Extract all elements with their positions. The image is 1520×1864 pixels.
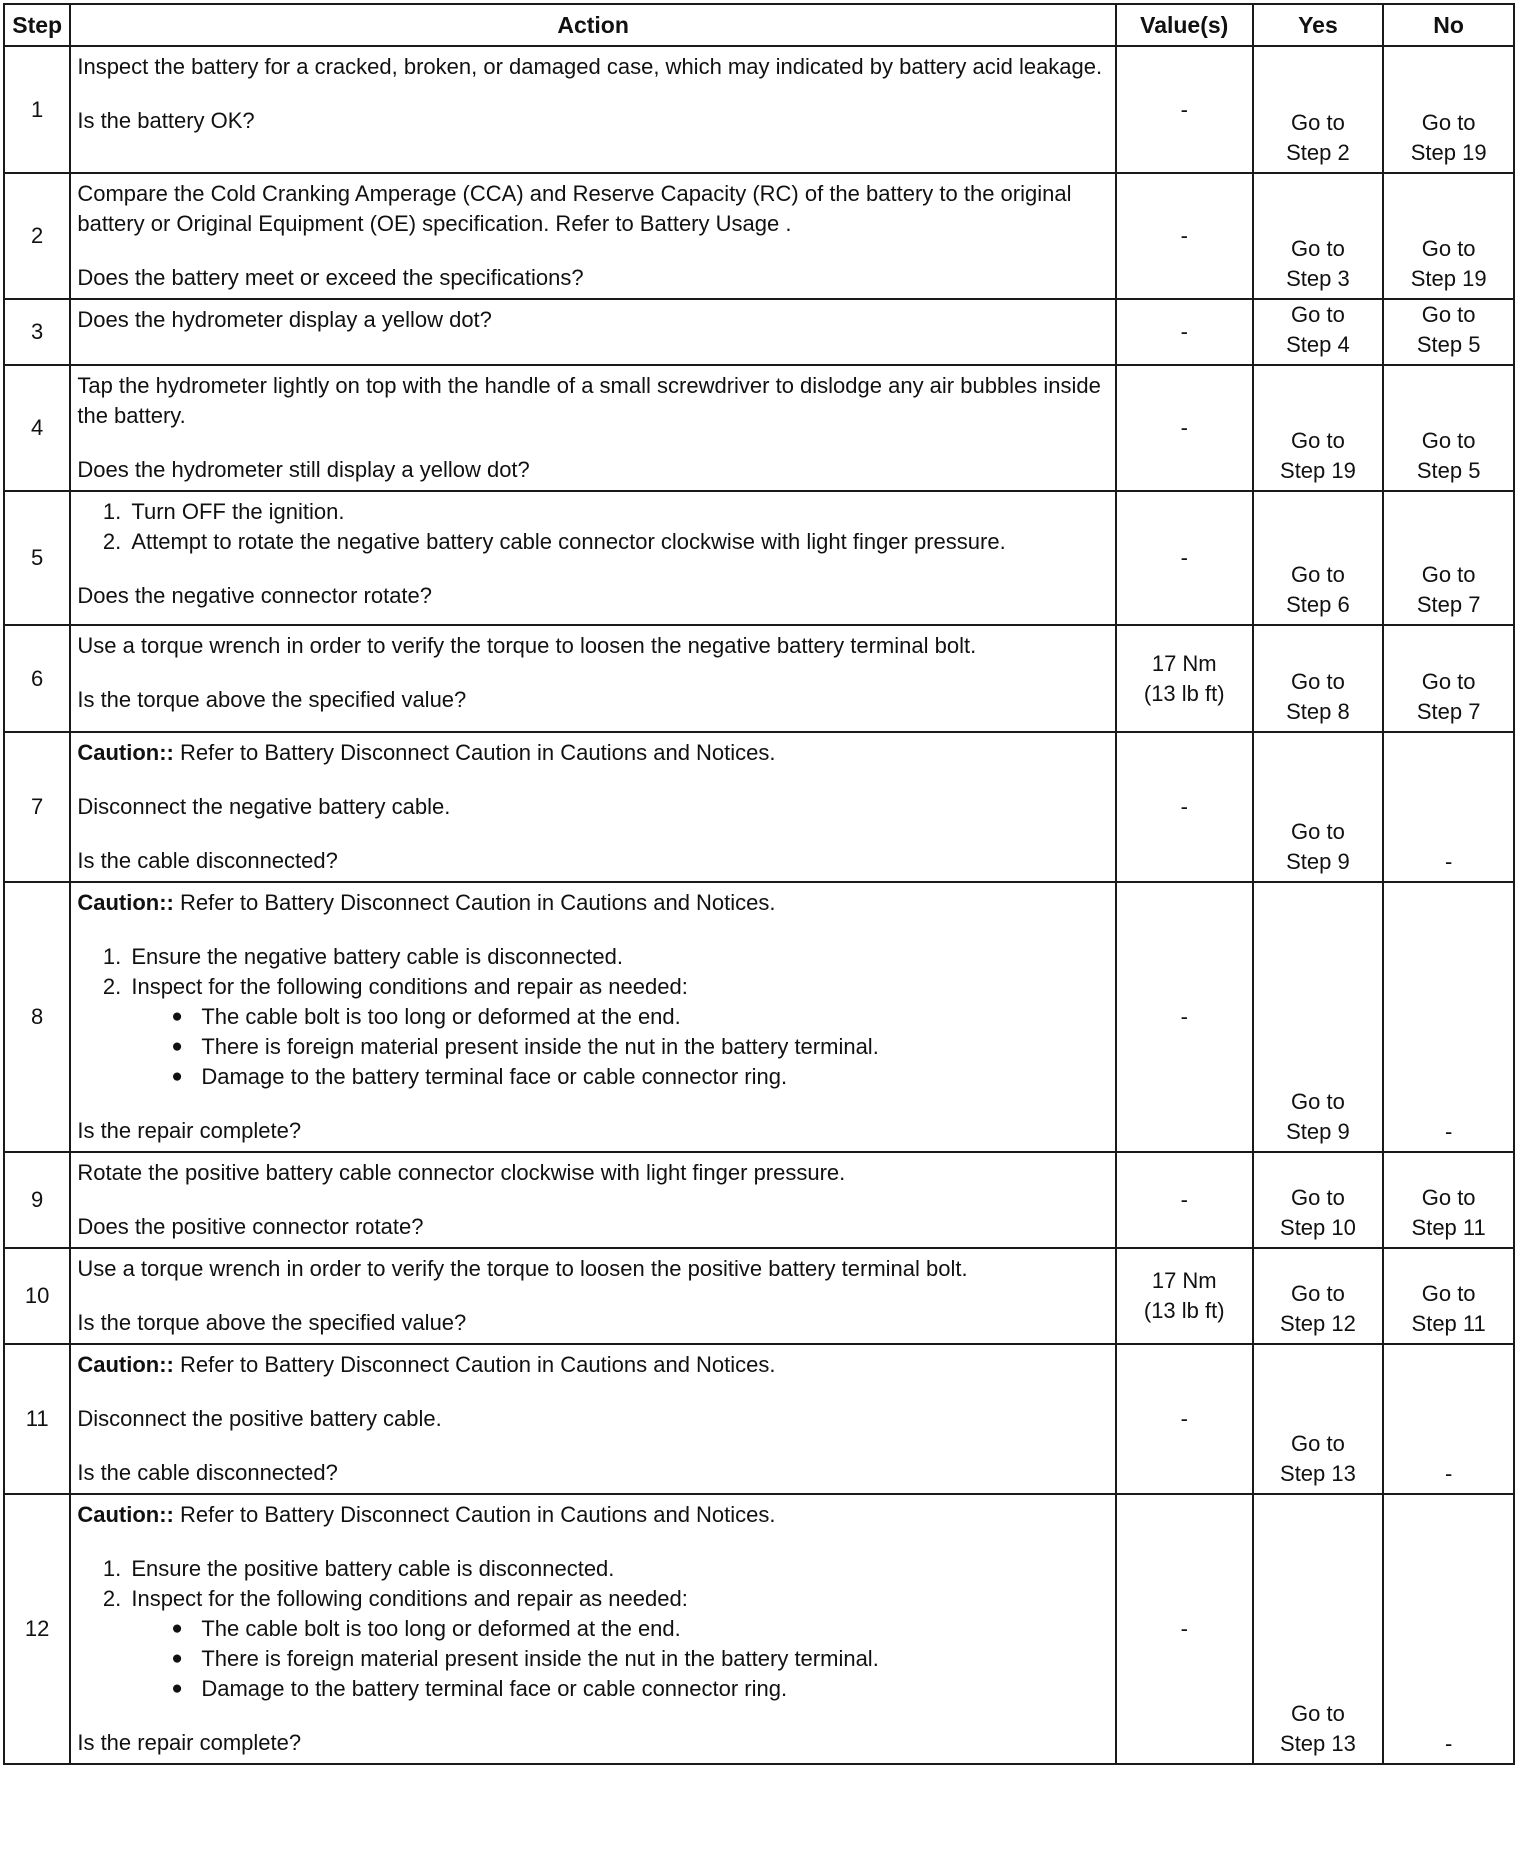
action-text: Use a torque wrench in order to verify the torque to loosen the negative battery terminal bolt. [77, 633, 977, 658]
table-row [4, 365, 1514, 491]
spacer [77, 1434, 1107, 1458]
header-values: Value(s) [1116, 4, 1253, 46]
spacer [77, 1380, 1107, 1404]
caution-label: Caution:: [77, 1502, 174, 1527]
value-cell: - [1116, 299, 1253, 365]
no-goto: Go to Step 5 [1416, 428, 1481, 483]
no-cell [1383, 732, 1514, 882]
no-cell [1383, 491, 1514, 625]
no-goto: - [1444, 1731, 1453, 1756]
yes-goto: Go to Step 12 [1280, 1281, 1356, 1336]
diagnostic-table-sheet [3, 3, 1515, 1765]
procedure-step [127, 1584, 1107, 1704]
action-cell [70, 365, 1116, 491]
condition-item: ● There is foreign material present inside the nut in the battery terminal. [185, 1032, 1107, 1062]
no-goto: - [1444, 1461, 1453, 1486]
step-number: 6 [4, 625, 70, 732]
yes-cell [1253, 625, 1384, 732]
question-text: Does the hydrometer still display a yellow dot? [77, 457, 530, 482]
no-cell [1383, 625, 1514, 732]
caution-text: Refer to Battery Disconnect Caution in Cautions and Notices. [173, 740, 776, 765]
header-action: Action [70, 4, 1116, 46]
spacer [77, 822, 1107, 846]
action-cell [70, 1344, 1116, 1494]
table-row [4, 173, 1514, 299]
procedure-step [127, 972, 1107, 1092]
value-cell: 17 Nm (13 lb ft) [1116, 625, 1253, 732]
spacer [77, 1704, 1107, 1728]
no-cell [1383, 173, 1514, 299]
no-cell [1383, 882, 1514, 1152]
question-text: Is the repair complete? [77, 1118, 302, 1143]
value-cell: - [1116, 1494, 1253, 1764]
header-yes: Yes [1253, 4, 1384, 46]
yes-cell [1253, 46, 1384, 173]
action-text: Use a torque wrench in order to verify the torque to loosen the positive battery terminal bolt. [77, 1256, 968, 1281]
no-cell [1383, 365, 1514, 491]
step-number: 12 [4, 1494, 70, 1764]
no-goto: Go to Step 19 [1410, 110, 1487, 165]
yes-cell [1253, 299, 1384, 365]
table-row [4, 1248, 1514, 1344]
value-cell: - [1116, 46, 1253, 173]
value-cell: - [1116, 365, 1253, 491]
header-step: Step [4, 4, 70, 46]
table-body [4, 46, 1514, 1764]
yes-goto: Go to Step 4 [1286, 302, 1350, 357]
action-cell [70, 1152, 1116, 1248]
question-text: Does the negative connector rotate? [77, 583, 433, 608]
action-cell [70, 299, 1116, 365]
caution-note [77, 1500, 1107, 1530]
no-cell [1383, 1344, 1514, 1494]
table-row [4, 732, 1514, 882]
procedure-step-text: Attempt to rotate the negative battery cable connector clockwise with light finger pressure. [131, 529, 1006, 554]
yes-goto: Go to Step 6 [1286, 562, 1350, 617]
spacer [77, 1092, 1107, 1116]
yes-cell [1253, 882, 1384, 1152]
caution-label: Caution:: [77, 1352, 174, 1377]
action-text: Tap the hydrometer lightly on top with the handle of a small screwdriver to dislodge any air bubbles inside the battery. [77, 373, 1101, 428]
table-row [4, 491, 1514, 625]
table-row [4, 46, 1514, 173]
condition-list [131, 1002, 1107, 1092]
no-cell [1383, 1248, 1514, 1344]
no-goto: Go to Step 11 [1411, 1281, 1486, 1336]
yes-cell [1253, 1248, 1384, 1344]
table-row [4, 882, 1514, 1152]
question-text: Is the cable disconnected? [77, 848, 338, 873]
condition-item: ● Damage to the battery terminal face or cable connector ring. [185, 1062, 1107, 1092]
yes-cell [1253, 173, 1384, 299]
yes-cell [1253, 1152, 1384, 1248]
header-no: No [1383, 4, 1514, 46]
question-text: Is the torque above the specified value? [77, 1310, 467, 1335]
procedure-step-text: Inspect for the following conditions and repair as needed: [131, 974, 688, 999]
caution-text: Refer to Battery Disconnect Caution in Cautions and Notices. [173, 1502, 776, 1527]
caution-note [77, 888, 1107, 918]
spacer [77, 82, 1107, 106]
value-cell: 17 Nm (13 lb ft) [1116, 1248, 1253, 1344]
procedure-step-text: Ensure the negative battery cable is disconnected. [131, 944, 623, 969]
action-cell [70, 173, 1116, 299]
action-cell [70, 1494, 1116, 1764]
step-number: 8 [4, 882, 70, 1152]
action-cell [70, 882, 1116, 1152]
question-text: Does the battery meet or exceed the specifications? [77, 265, 584, 290]
condition-item: ● The cable bolt is too long or deformed at the end. [185, 1614, 1107, 1644]
table-row [4, 1344, 1514, 1494]
spacer [77, 431, 1107, 455]
step-number: 10 [4, 1248, 70, 1344]
action-cell [70, 625, 1116, 732]
procedure-step [127, 497, 1107, 527]
table-row [4, 299, 1514, 365]
yes-cell [1253, 491, 1384, 625]
table-row [4, 1494, 1514, 1764]
action-text: Rotate the positive battery cable connector clockwise with light finger pressure. [77, 1160, 846, 1185]
no-cell [1383, 1494, 1514, 1764]
yes-cell [1253, 1494, 1384, 1764]
step-number: 3 [4, 299, 70, 365]
condition-item: ● Damage to the battery terminal face or cable connector ring. [185, 1674, 1107, 1704]
question-text: Is the repair complete? [77, 1730, 302, 1755]
procedure-step-text: Turn OFF the ignition. [131, 499, 345, 524]
step-number: 4 [4, 365, 70, 491]
spacer [77, 918, 1107, 942]
no-goto: - [1444, 1119, 1453, 1144]
caution-note [77, 1350, 1107, 1380]
yes-goto: Go to Step 9 [1286, 819, 1350, 874]
action-cell [70, 732, 1116, 882]
question-text: Does the hydrometer display a yellow dot? [77, 307, 492, 332]
value-cell: - [1116, 732, 1253, 882]
caution-note [77, 738, 1107, 768]
yes-goto: Go to Step 2 [1286, 110, 1350, 165]
table-row [4, 625, 1514, 732]
value-cell: - [1116, 491, 1253, 625]
no-goto: - [1444, 849, 1453, 874]
question-text: Is the battery OK? [77, 108, 255, 133]
yes-goto: Go to Step 8 [1286, 669, 1350, 724]
action-text: Disconnect the positive battery cable. [77, 1406, 442, 1431]
step-number: 5 [4, 491, 70, 625]
step-number: 11 [4, 1344, 70, 1494]
step-number: 9 [4, 1152, 70, 1248]
procedure-step-text: Inspect for the following conditions and repair as needed: [131, 1586, 688, 1611]
step-number: 2 [4, 173, 70, 299]
question-text: Is the torque above the specified value? [77, 687, 467, 712]
yes-cell [1253, 732, 1384, 882]
caution-label: Caution:: [77, 890, 174, 915]
no-goto: Go to Step 5 [1416, 302, 1481, 357]
procedure-step [127, 942, 1107, 972]
caution-text: Refer to Battery Disconnect Caution in Cautions and Notices. [173, 1352, 776, 1377]
no-goto: Go to Step 19 [1410, 236, 1487, 291]
procedure-list [77, 942, 1107, 1092]
yes-goto: Go to Step 13 [1280, 1431, 1356, 1486]
value-cell: - [1116, 1152, 1253, 1248]
action-cell [70, 491, 1116, 625]
yes-goto: Go to Step 3 [1286, 236, 1350, 291]
yes-cell [1253, 365, 1384, 491]
condition-item: ● The cable bolt is too long or deformed at the end. [185, 1002, 1107, 1032]
question-text: Is the cable disconnected? [77, 1460, 338, 1485]
value-cell: - [1116, 882, 1253, 1152]
value-cell: - [1116, 1344, 1253, 1494]
value-cell: - [1116, 173, 1253, 299]
no-cell [1383, 46, 1514, 173]
no-goto: Go to Step 7 [1416, 669, 1481, 724]
condition-item: ● There is foreign material present inside the nut in the battery terminal. [185, 1644, 1107, 1674]
spacer [77, 661, 1107, 685]
yes-goto: Go to Step 13 [1280, 1701, 1356, 1756]
no-goto: Go to Step 7 [1416, 562, 1481, 617]
action-cell [70, 1248, 1116, 1344]
caution-label: Caution:: [77, 740, 174, 765]
table-header-row [4, 4, 1514, 46]
spacer [77, 1530, 1107, 1554]
action-text: Disconnect the negative battery cable. [77, 794, 451, 819]
spacer [77, 557, 1107, 581]
action-cell [70, 46, 1116, 173]
step-number: 1 [4, 46, 70, 173]
yes-cell [1253, 1344, 1384, 1494]
procedure-step [127, 527, 1107, 557]
caution-text: Refer to Battery Disconnect Caution in Cautions and Notices. [173, 890, 776, 915]
no-cell [1383, 299, 1514, 365]
spacer [77, 239, 1107, 263]
question-text: Does the positive connector rotate? [77, 1214, 424, 1239]
procedure-list [77, 497, 1107, 557]
yes-goto: Go to Step 9 [1286, 1089, 1350, 1144]
yes-goto: Go to Step 19 [1280, 428, 1356, 483]
spacer [77, 768, 1107, 792]
procedure-step-text: Ensure the positive battery cable is disconnected. [131, 1556, 615, 1581]
no-cell [1383, 1152, 1514, 1248]
step-number: 7 [4, 732, 70, 882]
table-row [4, 1152, 1514, 1248]
spacer [77, 1284, 1107, 1308]
action-text: Inspect the battery for a cracked, broken, or damaged case, which may indicated by battery acid leakage. [77, 54, 1103, 79]
yes-goto: Go to Step 10 [1280, 1185, 1356, 1240]
diagnostic-table [3, 3, 1515, 1765]
procedure-step [127, 1554, 1107, 1584]
no-goto: Go to Step 11 [1411, 1185, 1486, 1240]
spacer [77, 1188, 1107, 1212]
action-text: Compare the Cold Cranking Amperage (CCA) and Reserve Capacity (RC) of the battery to the original battery or Original Equipment (OE) specification. Refer to Battery Usage . [77, 181, 1072, 236]
procedure-list [77, 1554, 1107, 1704]
condition-list [131, 1614, 1107, 1704]
